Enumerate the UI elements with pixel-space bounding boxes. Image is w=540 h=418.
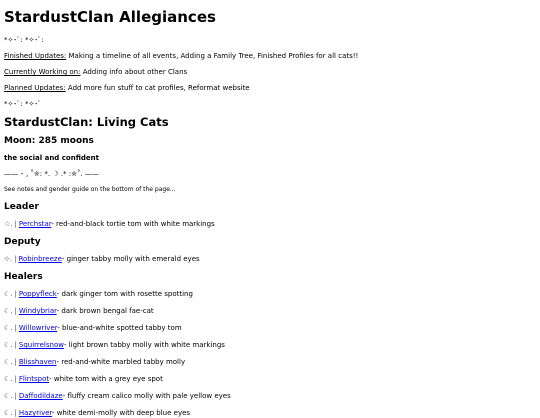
moon-icon: ☾. [4,375,13,383]
separator: | [14,358,17,366]
separator: | [14,307,17,315]
separator: | [14,255,17,263]
cat-description: - dark ginger tom with rosette spotting [56,290,193,298]
cat-description: - white tom with a grey eye spot [49,375,163,383]
cat-description: - fluffy cream calico molly with pale yellow eyes [62,392,231,400]
list-item [4,254,536,264]
update-text: Add more fun stuff to cat profiles, Reformat website [65,84,250,92]
update-text: Making a timeline of all events, Adding a Family Tree, Finished Profiles for all cats!! [66,52,359,60]
update-label: Currently Working on: [4,68,81,76]
star-icon: ☆. [4,220,13,228]
moon-subtitle: the social and confident [4,154,99,162]
list-item [4,289,536,299]
separator: | [14,220,17,228]
moon-icon: ☾. [4,392,13,400]
cat-description: - blue-and-white spotted tabby tom [57,324,182,332]
living-cats-heading: StardustClan: Living Cats [4,115,169,129]
cat-link-daffodildaze[interactable]: Daffodildaze [18,392,63,400]
separator: | [14,375,17,383]
cat-link-windybriar[interactable]: Windybriar [18,307,57,315]
moon-icon: ☾. [4,324,13,332]
separator: | [14,290,17,298]
cat-description: - dark brown bengal fae-cat [56,307,154,315]
cat-link-willowriver[interactable]: Willowriver [18,324,58,332]
separator: | [14,409,17,417]
list-item [4,306,536,316]
list-item [4,408,536,418]
list-item [4,219,536,229]
cat-link-robinbreeze[interactable]: Robinbreeze [18,255,62,263]
cat-link-hazyriver[interactable]: Hazyriver [18,409,52,417]
update-working [4,67,536,77]
moon-heading: Moon: 285 moons [4,136,94,146]
update-planned [4,83,536,93]
separator: | [14,341,17,349]
healers-heading: Healers [4,272,43,282]
moon-icon: ☾. [4,290,13,298]
ornament-divider: —— ･ , ˚✮: *. ☽ .* :✮˚. —— [4,170,99,178]
update-text: Adding info about other Clans [80,68,188,76]
list-item [4,374,536,384]
leader-heading: Leader [4,202,39,212]
list-item [4,391,536,401]
update-finished [4,51,536,61]
list-item [4,340,536,350]
moon-icon: ☾. [4,341,13,349]
page-title: StardustClan Allegiances [4,8,216,26]
cat-link-blisshaven[interactable]: Blisshaven [18,358,57,366]
update-label: Planned Updates: [4,84,66,92]
cat-description: - red-and-black tortie tom with white markings [51,220,215,228]
cat-description: - red-and-white marbled tabby molly [56,358,186,366]
notes-hint: See notes and gender guide on the bottom of the page... [4,186,176,193]
cat-link-flintspot[interactable]: Flintspot [18,375,50,383]
cat-link-perchstar[interactable]: Perchstar [18,220,52,228]
deputy-heading: Deputy [4,237,41,247]
cat-link-poppyfleck[interactable]: Poppyfleck [18,290,57,298]
cat-description: - white demi-molly with deep blue eyes [51,409,191,417]
moon-icon: ☾. [4,409,13,417]
moon-icon: ☾. [4,358,13,366]
moon-icon: ☾. [4,307,13,315]
cat-link-squirrelsnow[interactable]: Squirrelsnow [18,341,64,349]
cat-description: - light brown tabby molly with white markings [63,341,225,349]
list-item [4,323,536,333]
separator: | [14,392,17,400]
cat-description: - ginger tabby molly with emerald eyes [61,255,200,263]
sparkle-icon: ⊹. [4,255,13,263]
list-item [4,357,536,367]
sparkle-divider: *✧･ﾟ: *✧･ﾟ: [4,36,44,44]
sparkle-divider: *✧･ﾟ: *✧･ﾟ [4,100,42,108]
update-label: Finished Updates: [4,52,67,60]
separator: | [14,324,17,332]
